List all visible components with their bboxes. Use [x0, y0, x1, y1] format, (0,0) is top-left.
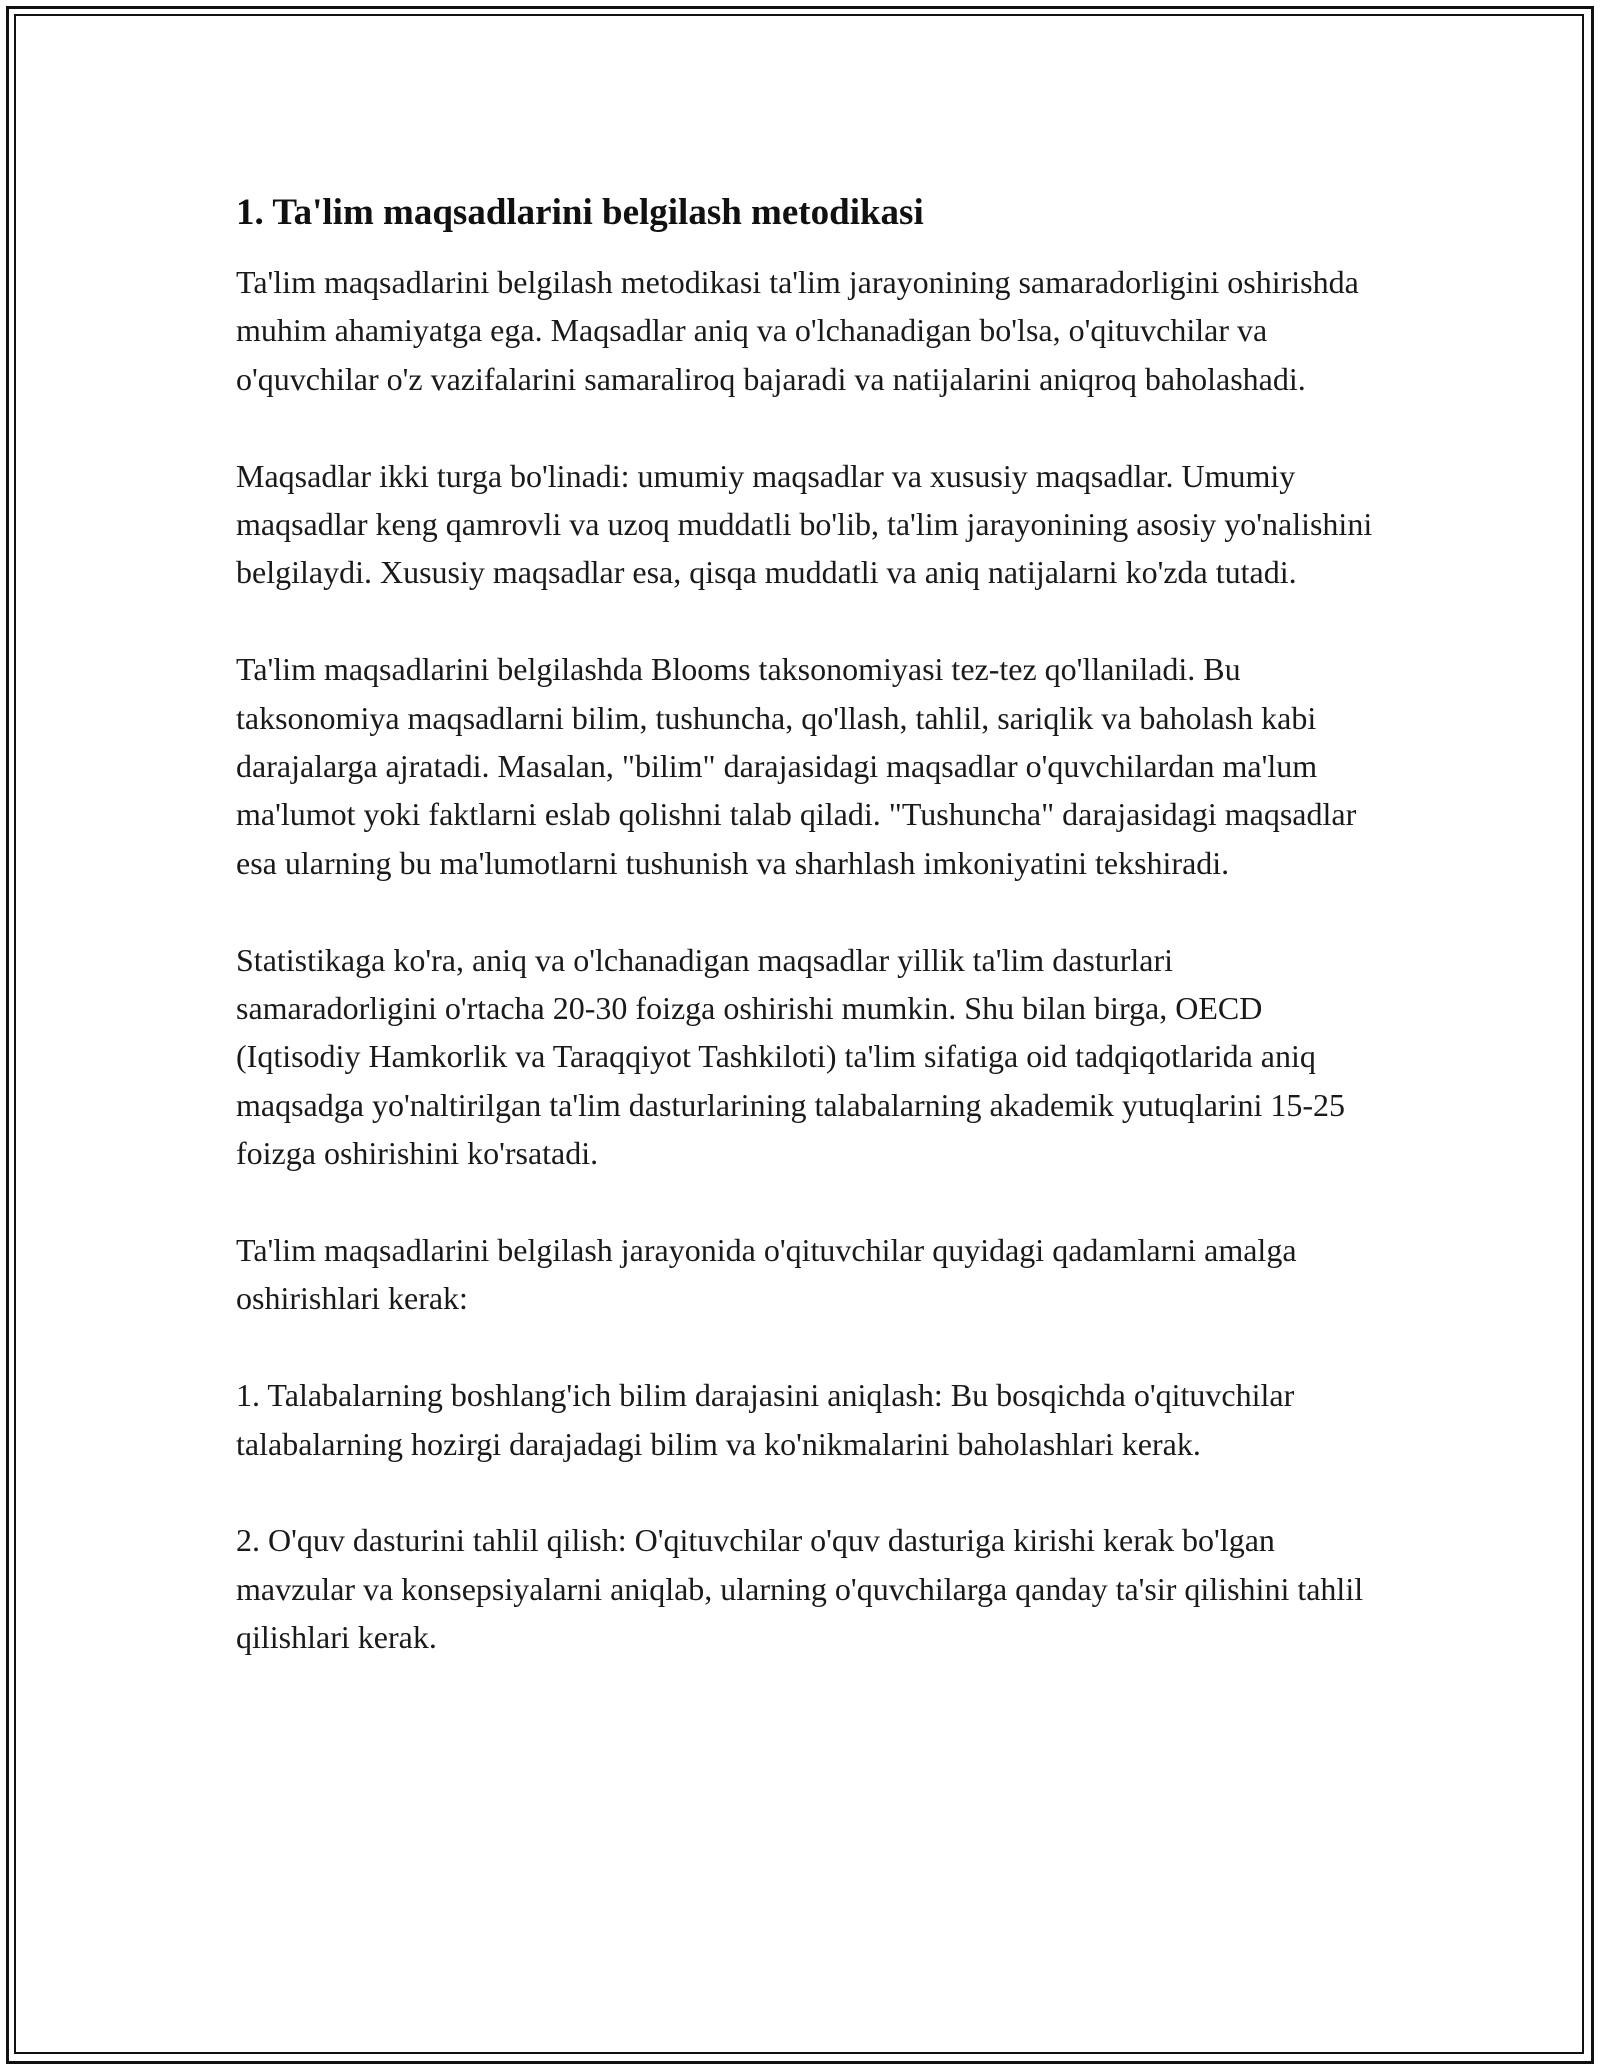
- paragraph-intro: Ta'lim maqsadlarini belgilash metodikasi ta'lim jarayonining samaradorligini oshirishda muhim ahamiyatga ega. Maqsadlar aniq va o'lchanadigan bo'lsa, o'qituvchilar va o'quvchilar o'z vazifalarini samaraliroq bajaradi va natijalarini aniqroq baholashadi.: [236, 264, 1359, 397]
- paragraph-blooms-taxonomy: Ta'lim maqsadlarini belgilashda Blooms taksonomiyasi tez-tez qo'llaniladi. Bu taksonomiya maqsadlarni bilim, tushuncha, qo'llash, tahlil, sariqlik va baholash kabi darajalarga ajratadi. Masalan, "bilim" darajasidagi maqsadlar o'quvchilardan ma'lum ma'lumot yoki faktlarni eslab qolishni talab qiladi. "Tushuncha" darajasidagi maqsadlar esa ularning bu ma'lumotlarni tushunish va sharhlash imkoniyatini tekshiradi.: [236, 651, 1357, 881]
- document-body: [236, 190, 1376, 1710]
- paragraph-step-1: 1. Talabalarning boshlang'ich bilim darajasini aniqlash: Bu bosqichda o'qituvchilar talabalarning hozirgi darajadagi bilim va ko'nikmalarini baholashlari kerak.: [236, 1377, 1295, 1462]
- paragraph-step-2: 2. O'quv dasturini tahlil qilish: O'qituvchilar o'quv dasturiga kirishi kerak bo'lgan mavzular va konsepsiyalarni aniqlab, ularning o'quvchilarga qanday ta'sir qilishini tahlil qilishlari kerak.: [236, 1522, 1364, 1656]
- section-heading: 1. Ta'lim maqsadlarini belgilash metodikasi: [236, 192, 924, 233]
- paragraph-steps-intro: Ta'lim maqsadlarini belgilash jarayonida o'qituvchilar quyidagi qadamlarni amalga oshirishlari kerak:: [236, 1232, 1297, 1317]
- paragraph-statistics: Statistikaga ko'ra, aniq va o'lchanadigan maqsadlar yillik ta'lim dasturlari samaradorligini o'rtacha 20-30 foizga oshirishi mumkin. Shu bilan birga, OECD (Iqtisodiy Hamkorlik va Taraqqiyot Tashkiloti) ta'lim sifatiga oid tadqiqotlarida aniq maqsadga yo'naltirilgan ta'lim dasturlarining talabalarning akademik yutuqlarini 15-25 foizga oshirishini ko'rsatadi.: [236, 941, 1345, 1172]
- paragraph-goal-types: Maqsadlar ikki turga bo'linadi: umumiy maqsadlar va xususiy maqsadlar. Umumiy maqsadlar keng qamrovli va uzoq muddatli bo'lib, ta'lim jarayonining asosiy yo'nalishini belgilaydi. Xususiy maqsadlar esa, qisqa muddatli va aniq natijalarni ko'zda tutadi.: [236, 457, 1373, 591]
